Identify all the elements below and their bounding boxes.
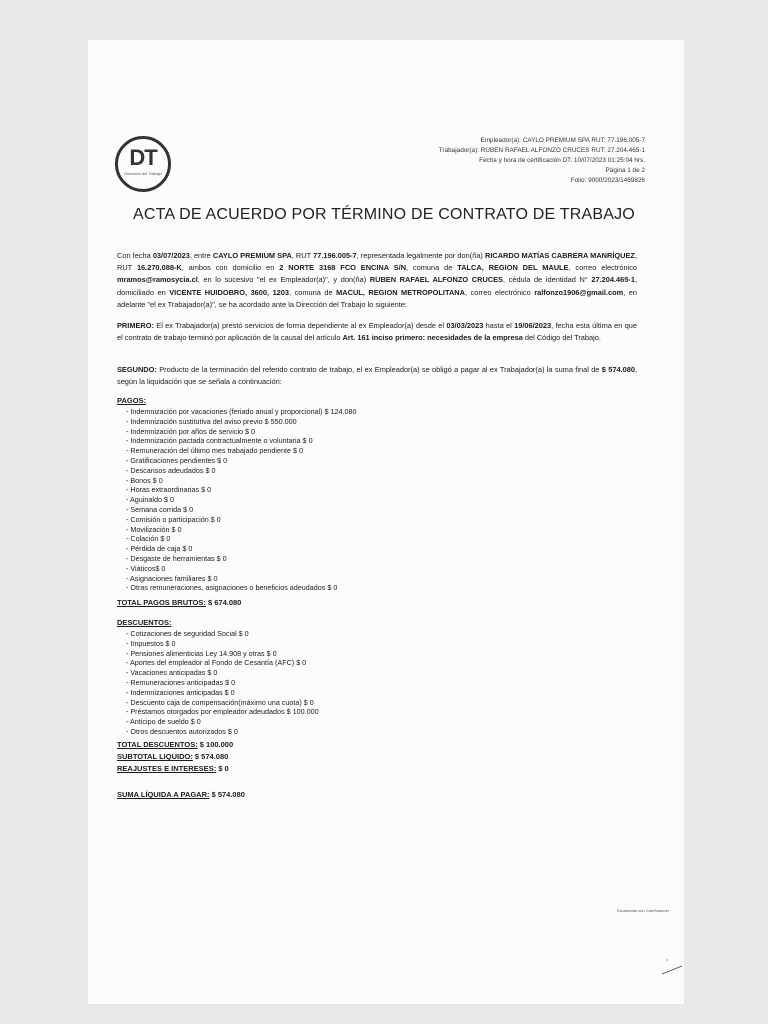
pagos-item: - Movilización $ 0 (126, 524, 182, 534)
pagos-item: - Comisión o participación $ 0 (126, 514, 221, 524)
pagos-item: - Colación $ 0 (126, 534, 171, 544)
pagos-item: - Indemnización sustitutiva del aviso previo $ 550.000 (126, 416, 297, 426)
pagos-item: - Indemnización por vacaciones (feriado anual y proporcional) $ 124.080 (126, 407, 357, 416)
pagos-item: - Viáticos$ 0 (126, 563, 166, 573)
total-pagos: TOTAL PAGOS BRUTOS: $ 674.080 (117, 598, 242, 607)
scanner-watermark: Escaneado con CamScanner (617, 908, 670, 913)
intro-paragraph: Con fecha 03/07/2023, entre CAYLO PREMIUM SPA, RUT 77.196.005-7, representada legalmente por don(ña) RICARDO MATÍAS CABRERA MANRÍQUEZ, RUT 16.270.088-K, ambos con domicilio en 2 NORTE 3168 FCO ENCINA S/N, comuna de TALCA, REGION DEL MAULE, correo electrónico mramos@ramosycia.cl, en lo sucesivo "el ex Empleador(a)", y don(ña) RUBEN RAFAEL ALFONZO CRUCES, cédula de identidad N° 27.204.465-1, domiciliado en VICENTE HUIDOBRO, 3600, 1203, comuna de MACUL, REGION METROPOLITANA, correo electrónico ralfonzo1906@gmail.com, en adelante "el ex Trabajador(a)", se ha acordado ante la Dirección del Trabajo lo siguiente: (117, 251, 637, 309)
pagos-item: - Gratificaciones pendientes $ 0 (126, 455, 228, 465)
descuentos-list (126, 629, 319, 737)
pagos-item: - Semana corrida $ 0 (126, 504, 194, 514)
total-descuentos: TOTAL DESCUENTOS: $ 100.000 (117, 740, 234, 749)
header-fecha: Fecha y hora de certificación DT: 10/07/2023 01:25:04 hrs. (479, 157, 645, 164)
pagos-item: - Desgaste de herramientas $ 0 (126, 553, 227, 563)
pagos-item: - Bonos $ 0 (126, 475, 163, 485)
reajustes-intereses: REAJUSTES E INTERESES: $ 0 (117, 764, 229, 773)
certification-header (439, 136, 645, 186)
dt-logo-text: DT (129, 145, 157, 170)
descuentos-item: - Préstamos otorgados por empleador adeudados $ 100.000 (126, 707, 319, 717)
pagos-title: PAGOS: (117, 396, 147, 405)
descuentos-item: - Otros descuentos autorizados $ 0 (126, 726, 238, 736)
pagos-item: - Descansos adeudados $ 0 (126, 465, 216, 475)
pagos-item: - Otras remuneraciones, asignaciones o beneficios adeudados $ 0 (126, 583, 338, 593)
descuentos-item: - Aportes del empleador al Fondo de Cesantía (AFC) $ 0 (126, 658, 307, 668)
descuentos-item: - Impuestos $ 0 (126, 638, 176, 648)
header-pagina: Página 1 de 2 (605, 167, 645, 174)
primero-paragraph: PRIMERO: El ex Trabajador(a) prestó servicios de forma dependiente al ex Empleador(a) desde el 03/03/2023 hasta el 19/06/2023, fecha esta última en que el contrato de trabajo terminó por aplicación de la causal del artículo Art. 161 inciso primero: necesidades de la empresa del Código del Trabajo. (117, 321, 637, 343)
pagos-list (126, 407, 357, 593)
header-empleador: Empleador(a): CAYLO PREMIUM SPA RUT: 77.196.005-7 (480, 137, 645, 144)
descuentos-title: DESCUENTOS: (117, 618, 172, 627)
pagos-item: - Indemnización por años de servicio $ 0 (126, 426, 256, 436)
subtotal-liquido: SUBTOTAL LIQUIDO: $ 574.080 (117, 752, 229, 761)
header-folio: Folio: 9000/2023/1469826 (570, 177, 645, 184)
descuentos-item: - Cotizaciones de seguridad Social $ 0 (126, 629, 249, 638)
descuentos-item: - Descuento caja de compensación(máximo una cuota) $ 0 (126, 697, 314, 707)
descuentos-item: - Pensiones alimenticias Ley 14.908 y otras $ 0 (126, 648, 277, 658)
pagos-item: - Indemnización pactada contractualmente o voluntaria $ 0 (126, 436, 313, 446)
pagos-item: - Asignaciones familiares $ 0 (126, 573, 218, 583)
segundo-paragraph: SEGUNDO: Producto de la terminación del referido contrato de trabajo, el ex Empleador(a) se obligó a pagar al ex Trabajador(a) la suma final de $ 574.080, según la liquidación que se señala a continuación: (117, 365, 637, 387)
document-title: ACTA DE ACUERDO POR TÉRMINO DE CONTRATO DE TRABAJO (133, 206, 635, 223)
descuentos-item: - Remuneraciones anticipadas $ 0 (126, 677, 236, 687)
pagos-item: - Pérdida de caja $ 0 (126, 544, 193, 554)
pagos-item: - Remuneración del último mes trabajado pendiente $ 0 (126, 446, 303, 456)
descuentos-item: - Anticipo de sueldo $ 0 (126, 717, 201, 727)
suma-liquida: SUMA LÍQUIDA A PAGAR: $ 574.080 (117, 790, 245, 799)
descuentos-item: - Vacaciones anticipadas $ 0 (126, 668, 218, 678)
dt-logo-subtext: Dirección del Trabajo (124, 171, 162, 176)
pen-mark-icon (660, 958, 684, 978)
dt-logo (115, 136, 171, 192)
descuentos-item: - Indemnizaciones anticipadas $ 0 (126, 687, 235, 697)
header-trabajador: Trabajador(a): RUBEN RAFAEL ALFONZO CRUCES RUT: 27.204.465-1 (438, 147, 645, 154)
pagos-item: - Aguinaldo $ 0 (126, 495, 174, 505)
pagos-item: - Horas extraordinarias $ 0 (126, 485, 212, 495)
